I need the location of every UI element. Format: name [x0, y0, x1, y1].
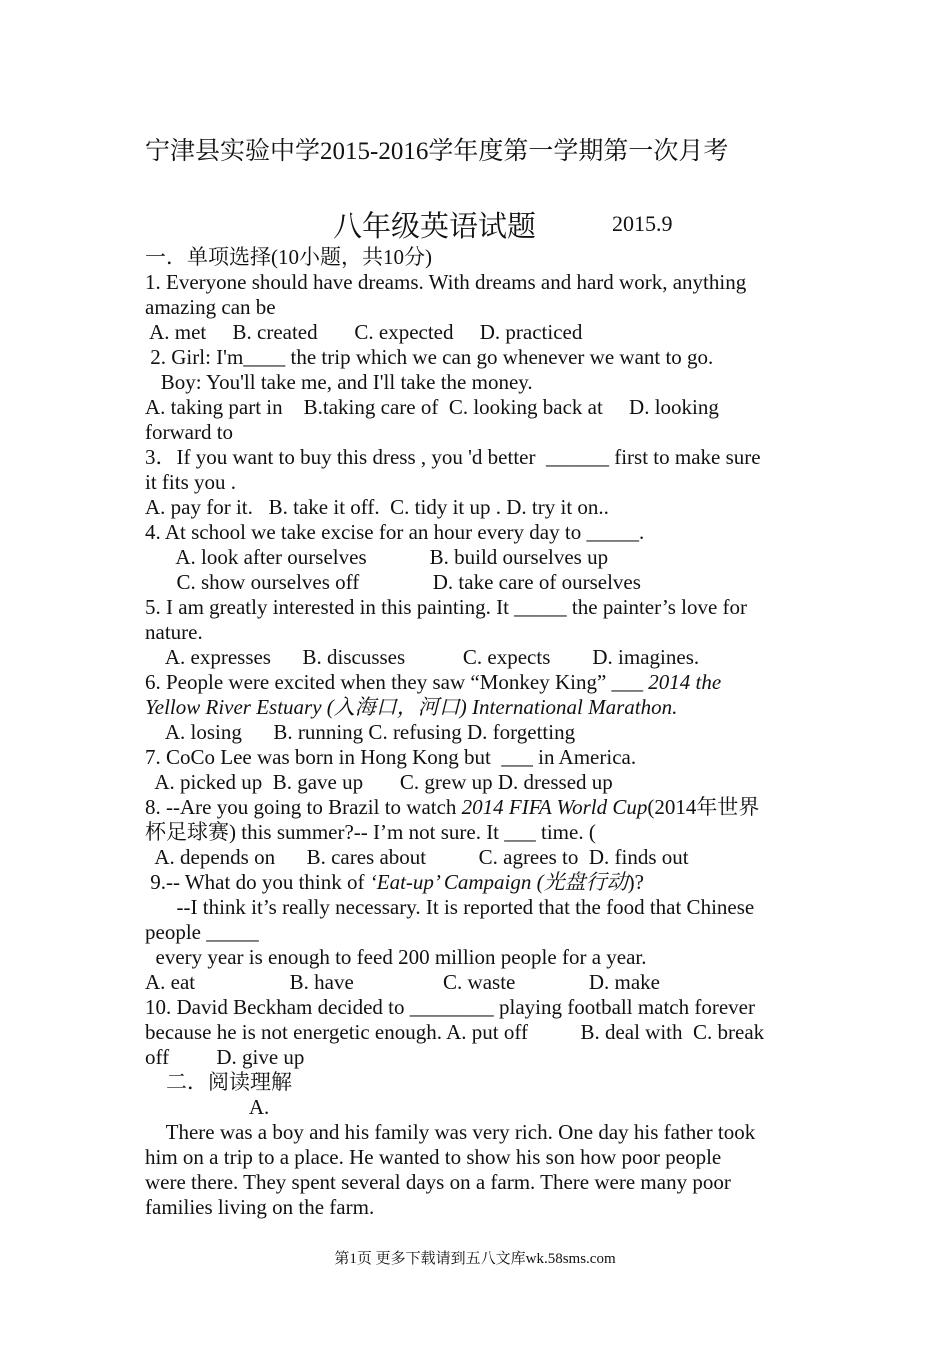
q6-stem-line1	[145, 670, 810, 695]
q2-stem-line2: Boy: You'll take me, and I'll take the money.	[145, 370, 533, 394]
q8-stem-text: 8. --Are you going to Brazil to watch	[145, 795, 462, 819]
q9-stem-line4: every year is enough to feed 200 million people for a year.	[145, 945, 647, 969]
passage-line: him on a trip to a place. He wanted to show his son how poor people	[145, 1145, 722, 1169]
section2-heading: 二．阅读理解	[145, 1070, 292, 1094]
q7-options: A. picked up B. gave up C. grew up D. dressed up	[145, 770, 613, 794]
q4-stem: 4. At school we take excise for an hour every day to _____.	[145, 520, 645, 544]
q9-stem-line1	[145, 870, 810, 895]
q8-stem-italic: 2014 FIFA World Cup	[461, 795, 648, 819]
q2-options-line2: forward to	[145, 420, 234, 444]
q9-stem-italic: ‘Eat-up’ Campaign (光盘行动	[369, 870, 628, 894]
q1-stem-line2: amazing can be	[145, 295, 276, 319]
q7-stem: 7. CoCo Lee was born in Hong Kong but ___ in America.	[145, 745, 637, 769]
exam-title-line2: 八年级英语试题	[333, 211, 537, 243]
q6-stem-italic-line2: Yellow River Estuary (入海口，河口) International Marathon.	[145, 695, 678, 719]
q8-stem-line1	[145, 795, 810, 820]
q9-stem-line2: --I think it’s really necessary. It is reported that the food that Chinese	[145, 895, 755, 919]
q10-stem-line3: off D. give up	[145, 1045, 305, 1069]
q2-stem-line1: 2. Girl: I'm____ the trip which we can go whenever we want to go.	[145, 345, 714, 369]
q8-stem-line2: 杯足球赛) this summer?-- I’m not sure. It ___ time. (	[145, 820, 596, 844]
q10-stem-line2: because he is not energetic enough. A. put off B. deal with C. break	[145, 1020, 765, 1044]
q8-options: A. depends on B. cares about C. agrees to D. finds out	[145, 845, 689, 869]
q6-stem-line2	[145, 695, 810, 720]
q8-stem-cn: (2014年世界	[647, 795, 760, 819]
exam-body	[145, 245, 810, 1220]
exam-title-line1: 宁津县实验中学2015-2016学年度第一学期第一次月考	[145, 138, 729, 165]
q4-options-line1: A. look after ourselves B. build ourselves up	[145, 545, 609, 569]
q9-stem-end: )?	[627, 870, 644, 894]
q5-stem-line2: nature.	[145, 620, 203, 644]
q6-stem-text: 6. People were excited when they saw “Monkey King” ___	[145, 670, 649, 694]
q9-stem-text: 9.-- What do you think of	[145, 870, 370, 894]
q9-stem-line3: people _____	[145, 920, 259, 944]
q3-stem-line2: it fits you .	[145, 470, 237, 494]
passage-label: A.	[145, 1095, 270, 1119]
passage-line: There was a boy and his family was very rich. One day his father took	[145, 1120, 756, 1144]
q5-stem-line1: 5. I am greatly interested in this painting. It _____ the painter’s love for	[145, 595, 748, 619]
passage-line: were there. They spent several days on a farm. There were many poor	[145, 1170, 731, 1194]
q3-stem-line1: 3．If you want to buy this dress , you 'd better ______ first to make sure	[145, 445, 761, 469]
q1-options: A. met B. created C. expected D. practiced	[145, 320, 583, 344]
q1-stem-line1: 1. Everyone should have dreams. With dreams and hard work, anything	[145, 270, 747, 294]
q4-options-line2: C. show ourselves off D. take care of ourselves	[145, 570, 641, 594]
passage-line: families living on the farm.	[145, 1195, 375, 1219]
q6-stem-italic: 2014 the	[648, 670, 722, 694]
exam-date: 2015.9	[612, 211, 673, 236]
q10-stem-line1: 10. David Beckham decided to ________ playing football match forever	[145, 995, 755, 1019]
section1-heading: 一．单项选择(10小题，共10分)	[145, 245, 432, 269]
q3-options: A. pay for it. B. take it off. C. tidy it up . D. try it on..	[145, 495, 609, 519]
q9-options: A. eat B. have C. waste D. make	[145, 970, 661, 994]
q2-options-line1: A. taking part in B.taking care of C. looking back at D. looking	[145, 395, 719, 419]
page-footer: 第1页 更多下载请到五八文库wk.58sms.com	[334, 1251, 616, 1267]
q5-options: A. expresses B. discusses C. expects D. imagines.	[145, 645, 700, 669]
q6-options: A. losing B. running C. refusing D. forgetting	[145, 720, 576, 744]
